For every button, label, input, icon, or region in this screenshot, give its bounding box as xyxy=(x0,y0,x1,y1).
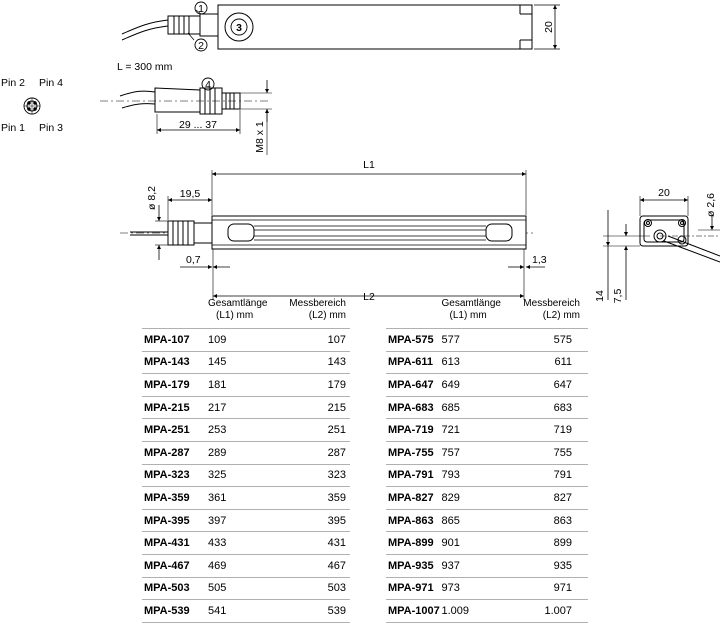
table-row xyxy=(386,396,588,419)
table-row xyxy=(142,600,350,623)
total-length-l1: 217 xyxy=(208,396,276,419)
model-name: MPA-683 xyxy=(386,396,442,419)
header-measuring-range: Messbereich (L2) mm xyxy=(523,298,580,321)
total-length-l1: 649 xyxy=(442,374,512,397)
model-name: MPA-539 xyxy=(142,600,208,623)
table-row xyxy=(142,554,350,577)
total-length-l1: 109 xyxy=(208,329,276,352)
table-row xyxy=(142,487,350,510)
pin-3-label: Pin 3 xyxy=(39,122,63,134)
total-length-l1: 181 xyxy=(208,374,276,397)
total-length-l1: 901 xyxy=(442,532,512,555)
model-name: MPA-899 xyxy=(386,532,442,555)
total-length-l1: 973 xyxy=(442,577,512,600)
table-row xyxy=(386,600,588,623)
header-total-length: Gesamtlänge (L1) mm xyxy=(208,298,268,321)
table-row xyxy=(142,441,350,464)
total-length-l1: 253 xyxy=(208,419,276,442)
model-name: MPA-575 xyxy=(386,329,442,352)
pin-1-label: Pin 1 xyxy=(1,122,25,134)
dim-side-20: 20 xyxy=(658,187,670,199)
dim-thread: M8 x 1 xyxy=(254,121,266,153)
top-view xyxy=(122,2,560,51)
model-name: MPA-755 xyxy=(386,441,442,464)
total-length-l1: 469 xyxy=(208,554,276,577)
table-row xyxy=(386,351,588,374)
table-row xyxy=(386,374,588,397)
total-length-l1: 1.009 xyxy=(442,600,512,623)
table-row xyxy=(142,351,350,374)
model-name: MPA-971 xyxy=(386,577,442,600)
model-name: MPA-287 xyxy=(142,441,208,464)
table-row xyxy=(142,464,350,487)
table-row xyxy=(386,329,588,352)
table-row xyxy=(386,554,588,577)
measuring-range-l2: 1.007 xyxy=(511,600,588,623)
connector-view xyxy=(100,78,272,155)
model-name: MPA-827 xyxy=(386,487,442,510)
measuring-range-l2: 683 xyxy=(511,396,588,419)
dim-7-5: 7,5 xyxy=(612,288,624,304)
model-name: MPA-1007 xyxy=(386,600,442,623)
measuring-range-l2: 467 xyxy=(276,554,350,577)
dim-L1: L1 xyxy=(363,159,375,171)
table-row xyxy=(386,441,588,464)
model-name: MPA-863 xyxy=(386,509,442,532)
total-length-l1: 685 xyxy=(442,396,512,419)
model-name: MPA-611 xyxy=(386,351,442,374)
measuring-range-l2: 323 xyxy=(276,464,350,487)
model-table-left xyxy=(142,298,350,623)
total-length-l1: 721 xyxy=(442,419,512,442)
measuring-range-l2: 107 xyxy=(276,329,350,352)
model-name: MPA-215 xyxy=(142,396,208,419)
total-length-l1: 937 xyxy=(442,554,512,577)
table-row xyxy=(386,577,588,600)
model-name: MPA-935 xyxy=(386,554,442,577)
table-row xyxy=(142,396,350,419)
table-row xyxy=(142,329,350,352)
measuring-range-l2: 827 xyxy=(511,487,588,510)
measuring-range-l2: 503 xyxy=(276,577,350,600)
table-row xyxy=(142,532,350,555)
model-name: MPA-107 xyxy=(142,329,208,352)
measuring-range-l2: 647 xyxy=(511,374,588,397)
model-name: MPA-359 xyxy=(142,487,208,510)
measuring-range-l2: 611 xyxy=(511,351,588,374)
measuring-range-l2: 179 xyxy=(276,374,350,397)
measuring-range-l2: 935 xyxy=(511,554,588,577)
table-row xyxy=(386,419,588,442)
measuring-range-l2: 863 xyxy=(511,509,588,532)
table-row xyxy=(386,487,588,510)
table-row xyxy=(386,509,588,532)
total-length-l1: 757 xyxy=(442,441,512,464)
total-length-l1: 145 xyxy=(208,351,276,374)
measuring-range-l2: 719 xyxy=(511,419,588,442)
pin-diagram xyxy=(24,98,40,114)
pin-4-label: Pin 4 xyxy=(39,77,63,89)
total-length-l1: 865 xyxy=(442,509,512,532)
callout-4: 4 xyxy=(205,79,211,91)
measuring-range-l2: 575 xyxy=(511,329,588,352)
end-view xyxy=(603,196,720,300)
total-length-l1: 613 xyxy=(442,351,512,374)
header-total-length: Gesamtlänge (L1) mm xyxy=(441,298,501,321)
measuring-range-l2: 287 xyxy=(276,441,350,464)
model-table-right xyxy=(386,298,588,623)
dim-1-3: 1,3 xyxy=(532,254,547,266)
header-measuring-range: Messbereich (L2) mm xyxy=(289,298,346,321)
model-name: MPA-431 xyxy=(142,532,208,555)
side-sensor-body xyxy=(212,216,526,249)
total-length-l1: 577 xyxy=(442,329,512,352)
model-name: MPA-719 xyxy=(386,419,442,442)
table-row xyxy=(142,509,350,532)
total-length-l1: 829 xyxy=(442,487,512,510)
total-length-l1: 289 xyxy=(208,441,276,464)
model-name: MPA-179 xyxy=(142,374,208,397)
measuring-range-l2: 899 xyxy=(511,532,588,555)
measuring-range-l2: 215 xyxy=(276,396,350,419)
total-length-l1: 433 xyxy=(208,532,276,555)
model-name: MPA-791 xyxy=(386,464,442,487)
dim-19-5: 19,5 xyxy=(179,188,201,200)
model-name: MPA-395 xyxy=(142,509,208,532)
total-length-l1: 397 xyxy=(208,509,276,532)
measuring-range-l2: 755 xyxy=(511,441,588,464)
dim-dia-8-2: ø 8,2 xyxy=(146,186,158,210)
table-row xyxy=(142,419,350,442)
dim-14: 14 xyxy=(594,290,606,302)
table-row xyxy=(142,577,350,600)
measuring-range-l2: 251 xyxy=(276,419,350,442)
total-length-l1: 793 xyxy=(442,464,512,487)
model-name: MPA-503 xyxy=(142,577,208,600)
top-sensor-body xyxy=(218,5,532,49)
cable-length-label: L = 300 mm xyxy=(117,61,173,73)
total-length-l1: 361 xyxy=(208,487,276,510)
callout-2: 2 xyxy=(198,40,204,52)
model-name: MPA-647 xyxy=(386,374,442,397)
total-length-l1: 505 xyxy=(208,577,276,600)
callout-1: 1 xyxy=(198,3,204,15)
model-name: MPA-323 xyxy=(142,464,208,487)
model-name: MPA-251 xyxy=(142,419,208,442)
measuring-range-l2: 395 xyxy=(276,509,350,532)
measuring-range-l2: 359 xyxy=(276,487,350,510)
dim-0-7: 0,7 xyxy=(186,254,201,266)
total-length-l1: 541 xyxy=(208,600,276,623)
measuring-range-l2: 539 xyxy=(276,600,350,623)
dim-height-20: 20 xyxy=(543,21,555,33)
table-row xyxy=(386,464,588,487)
model-name: MPA-467 xyxy=(142,554,208,577)
pin-2-label: Pin 2 xyxy=(1,77,25,89)
dim-dia-2-6: ø 2,6 xyxy=(705,193,717,217)
measuring-range-l2: 431 xyxy=(276,532,350,555)
model-name: MPA-143 xyxy=(142,351,208,374)
dim-L2: L2 xyxy=(363,291,375,303)
callout-3: 3 xyxy=(236,22,242,34)
measuring-range-l2: 971 xyxy=(511,577,588,600)
measuring-range-l2: 143 xyxy=(276,351,350,374)
table-row xyxy=(386,532,588,555)
table-row xyxy=(142,374,350,397)
measuring-range-l2: 791 xyxy=(511,464,588,487)
dim-connector-length: 29 ... 37 xyxy=(179,119,217,131)
total-length-l1: 325 xyxy=(208,464,276,487)
